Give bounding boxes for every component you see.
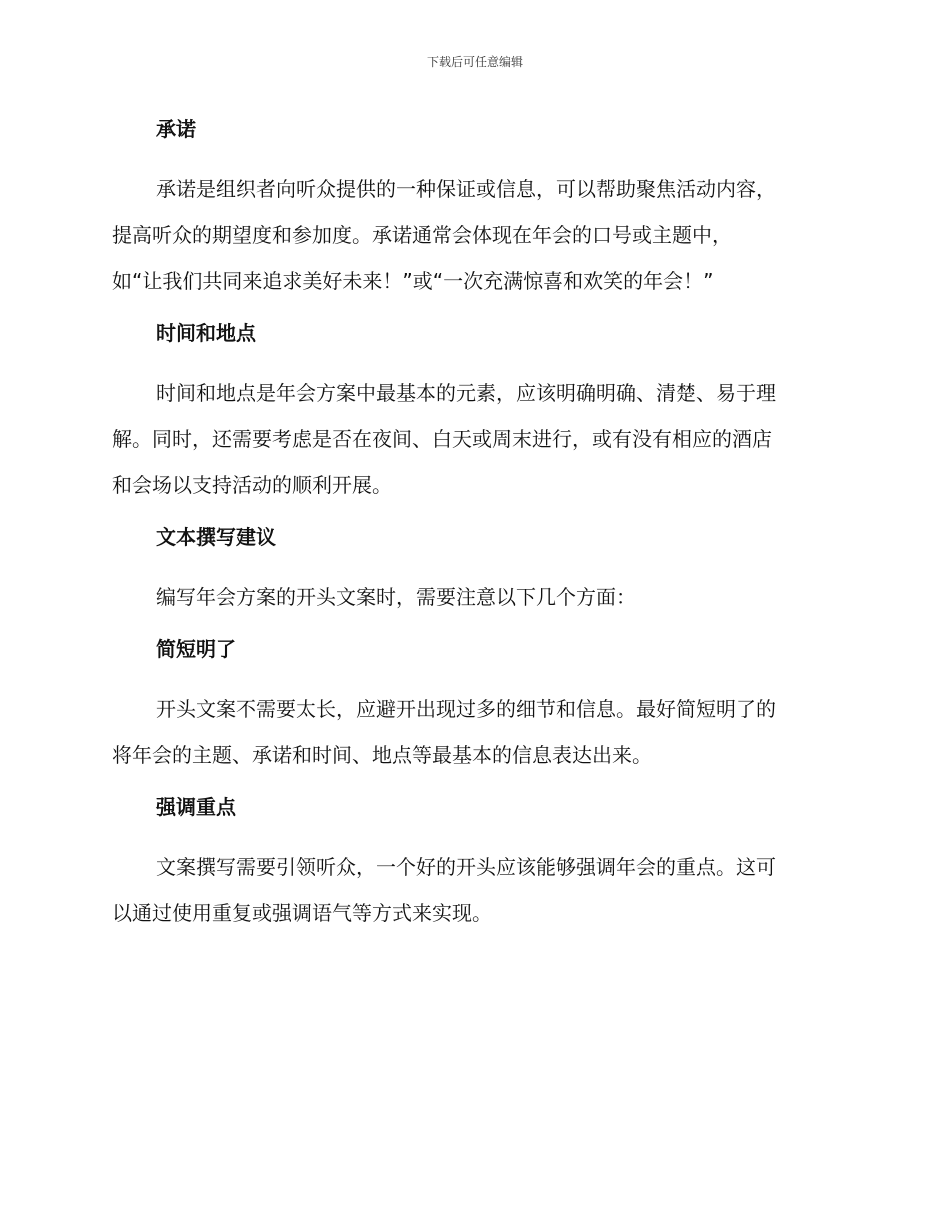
section-heading: 简短明了 — [156, 637, 236, 661]
section-heading: 时间和地点 — [156, 321, 256, 345]
section-promise — [112, 112, 832, 304]
section-heading: 文本撰写建议 — [156, 525, 276, 549]
paragraph-line: 文案撰写需要引领听众，一个好的开头应该能够强调年会的重点。这可 — [156, 855, 776, 879]
paragraph-line: 编写年会方案的开头文案时，需要注意以下几个方面： — [156, 585, 636, 609]
paragraph-line: 将年会的主题、承诺和时间、地点等最基本的信息表达出来。 — [112, 743, 652, 767]
section-time-place — [112, 316, 832, 508]
section-paragraph — [112, 370, 832, 508]
section-concise — [112, 632, 832, 778]
paragraph-line: 如“让我们共同来追求美好未来！”或“一次充满惊喜和欢笑的年会！” — [112, 269, 714, 293]
section-paragraph — [112, 844, 832, 936]
section-paragraph — [112, 686, 832, 778]
section-paragraph — [112, 574, 832, 620]
section-paragraph — [112, 166, 832, 304]
paragraph-line: 解。同时，还需要考虑是否在夜间、白天或周末进行，或有没有相应的酒店 — [112, 427, 772, 451]
page-header: 下载后可任意编辑 — [426, 55, 523, 69]
paragraph-line: 承诺是组织者向听众提供的一种保证或信息，可以帮助聚焦活动内容， — [156, 177, 776, 201]
section-heading: 承诺 — [156, 117, 196, 141]
paragraph-line: 时间和地点是年会方案中最基本的元素，应该明确明确、清楚、易于理 — [156, 381, 776, 405]
section-writing-advice — [112, 520, 832, 620]
document-body — [112, 112, 832, 948]
section-heading: 强调重点 — [156, 795, 236, 819]
paragraph-line: 和会场以支持活动的顺利开展。 — [112, 473, 392, 497]
paragraph-line: 开头文案不需要太长，应避开出现过多的细节和信息。最好简短明了的 — [156, 697, 776, 721]
paragraph-line: 提高听众的期望度和参加度。承诺通常会体现在年会的口号或主题中， — [112, 223, 732, 247]
paragraph-line: 以通过使用重复或强调语气等方式来实现。 — [112, 901, 492, 925]
section-emphasis — [112, 790, 832, 936]
